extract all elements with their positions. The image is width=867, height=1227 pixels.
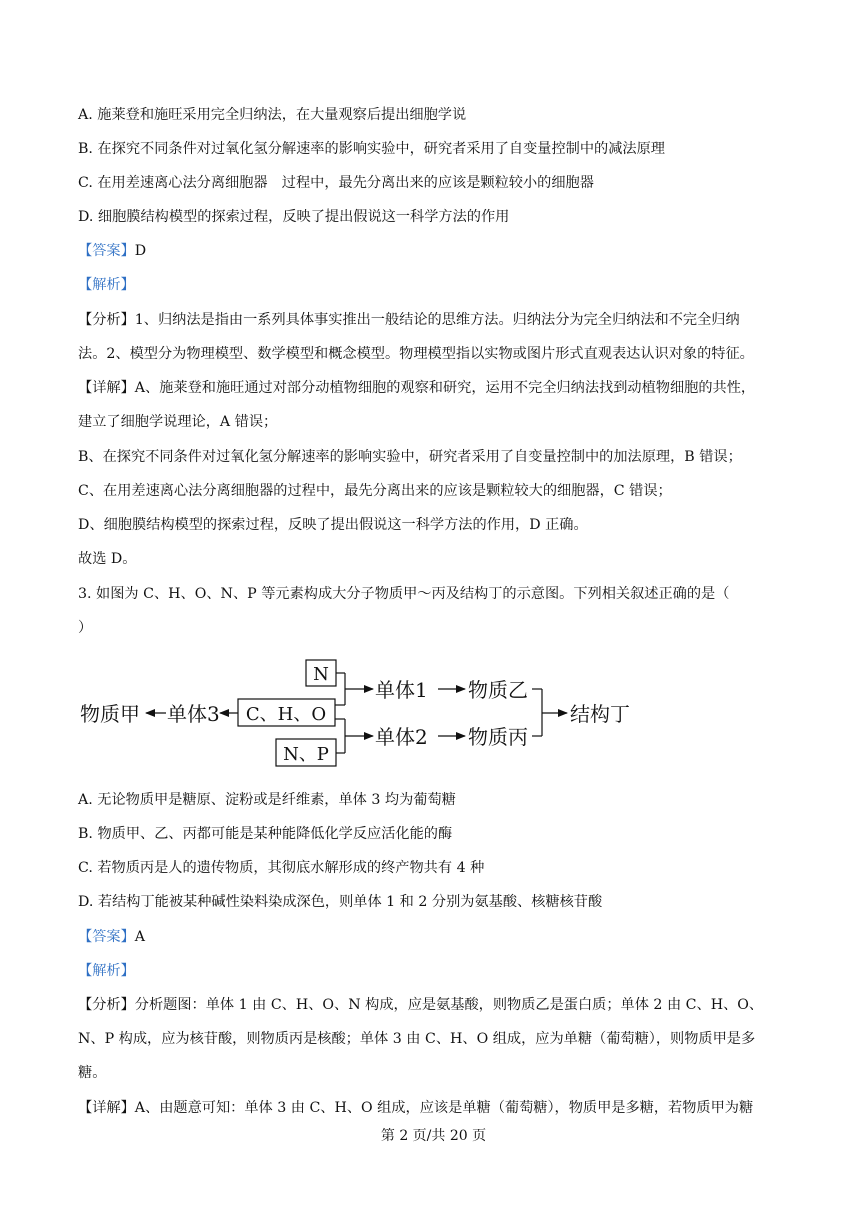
q3-stem-line-2: ） [78,620,93,636]
q3-fenxi-line-2: N、P 构成，应为核苷酸，则物质丙是核酸；单体 3 由 C、H、O 组成，应为单糖（葡萄糖），则物质甲是多 [78,1031,756,1047]
q3-xiangjie-line-1 [78,1098,753,1118]
answer-tag: 【答案】 [78,929,135,945]
q2-xiangjie-line-2: 建立了细胞学说理论，A 错误； [78,414,278,430]
q3-option-b: B. 物质甲、乙、丙都可能是某种能降低化学反应活化能的酶 [78,826,453,842]
answer-value: D [134,243,147,259]
structure-d-label: 结构丁 [570,702,630,726]
fenxi-tag: 【分析】 [78,312,135,328]
xiangjie-tag: 【详解】 [78,380,135,396]
substance-c-label: 物质丙 [468,725,528,749]
q2-fenxi-line-2: 法。2、模型分为物理模型、数学模型和概念模型。物理模型指以实物或图片形式直观表达认识对象的特征。 [78,346,754,362]
xiangjie-text: A、施莱登和施旺通过对部分动植物细胞的观察和研究，运用不完全归纳法找到动植物细胞的共性， [134,380,756,396]
q2-xiangjie-line-4: C、在用差速离心法分离细胞器的过程中，最先分离出来的应该是颗粒较大的细胞器，C 错误； [78,483,672,499]
monomer1-label: 单体1 [375,678,428,702]
q2-xiangjie-line-1 [78,378,755,398]
q2-option-c: C. 在用差速离心法分离细胞器 过程中，最先分离出来的应该是颗粒较小的细胞器 [78,175,594,191]
fenxi-text: 1、归纳法是指由一系列具体事实推出一般结论的思维方法。归纳法分为完全归纳法和不完全归纳 [134,312,740,328]
q3-option-d: D. 若结构丁能被某种碱性染料染成深色，则单体 1 和 2 分别为氨基酸、核糖核苷酸 [78,894,603,910]
fenxi-text: 分析题图：单体 1 由 C、H、O、N 构成，应是氨基酸，则物质乙是蛋白质；单体 2 由 C、H、O、 [134,997,764,1013]
xiangjie-text: A、由题意可知：单体 3 由 C、H、O 组成，应该是单糖（葡萄糖），物质甲是多糖，若物质甲为糖 [134,1100,754,1116]
fenxi-tag: 【分析】 [78,997,135,1013]
substance-a-label: 物质甲 [80,702,140,726]
q3-fenxi-line-3: 糖。 [78,1065,107,1081]
substance-b-label: 物质乙 [468,678,528,702]
q3-answer [78,927,145,947]
monomer2-label: 单体2 [375,725,428,749]
q3-stem-line-1: 3. 如图为 C、H、O、N、P 等元素构成大分子物质甲～丙及结构丁的示意图。下列相关叙述正确的是（ [78,586,730,602]
q2-xiangjie-line-5: D、细胞膜结构模型的探索过程，反映了提出假说这一科学方法的作用，D 正确。 [78,517,588,533]
q3-option-a: A. 无论物质甲是糖原、淀粉或是纤维素，单体 3 均为葡萄糖 [78,792,456,808]
q2-option-a: A. 施莱登和施旺采用完全归纳法，在大量观察后提出细胞学说 [78,107,467,123]
q2-option-b: B. 在探究不同条件对过氧化氢分解速率的影响实验中，研究者采用了自变量控制中的减法原理 [78,141,665,157]
q2-fenxi-line-1 [78,310,740,330]
q2-analysis-tag: 【解析】 [78,277,135,293]
q2-xiangjie-line-3: B、在探究不同条件对过氧化氢分解速率的影响实验中，研究者采用了自变量控制中的加法原理，B 错误； [78,449,742,465]
answer-value: A [134,929,146,945]
page-footer: 第 2 页/共 20 页 [380,1128,487,1144]
q3-fenxi-line-1 [78,995,763,1015]
q3-option-c: C. 若物质丙是人的遗传物质，其彻底水解形成的终产物共有 4 种 [78,860,485,876]
box-cho-label: C、H、O [245,704,327,725]
monomer3-label: 单体3 [167,702,220,726]
q2-answer [78,241,146,261]
q2-option-d: D. 细胞膜结构模型的探索过程，反映了提出假说这一科学方法的作用 [78,209,510,225]
box-n-label: N [313,664,329,685]
q3-analysis-tag: 【解析】 [78,963,135,979]
element-composition-diagram [70,655,670,770]
xiangjie-tag: 【详解】 [78,1100,135,1116]
answer-tag: 【答案】 [78,243,135,259]
q2-xiangjie-line-6: 故选 D。 [78,551,137,567]
box-np-label: N、P [283,744,329,765]
